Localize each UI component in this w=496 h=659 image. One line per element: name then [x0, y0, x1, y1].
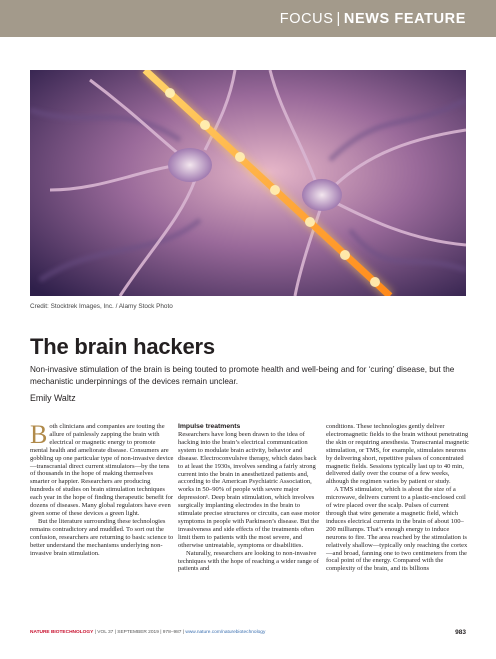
section-category: NEWS FEATURE: [343, 11, 466, 27]
drop-cap: B: [30, 420, 48, 449]
hero-illustration: [30, 70, 466, 296]
section-separator: |: [336, 11, 341, 27]
section-label: [280, 11, 466, 27]
section-banner: [0, 0, 496, 37]
section-subheading: Impulse treatments: [178, 423, 241, 430]
page-number: 983: [455, 629, 466, 636]
body-column-1: [30, 420, 174, 557]
volume-info: | VOL 37 | SEPTEMBER 2019 | 978–987 |: [94, 630, 185, 635]
article-title: The brain hackers: [30, 334, 215, 359]
journal-name: NATURE BIOTECHNOLOGY: [30, 630, 94, 635]
body-paragraph: Researchers have long been drawn to the idea of hacking into the brain’s electrical communication system to modulate brain activity, behavior and disease. Electroconvulsive therapy, which dates back to at least the 1930s, involves sending a fairly strong current into the brain in anesthetized patients and, according to the American Psychiatric Association, works in 50–90% of people with severe major depression¹. Deep brain stimulation, which involves surgically implanting electrodes in the brain to stimulate precise structures or circuits, can ease motor symptoms in people with Parkinson’s disease. But the invasiveness and side effects of the treatments often limit them to patients with the most severe, and otherwise untreatable, symptoms or disabilities.: [178, 431, 320, 549]
body-paragraph: A TMS stimulator, which is about the size of a microwave, delivers current to a plastic-enclosed coil of wire placed over the scalp. Pulses of current through that wire generate a magnetic field, which induces electrical currents in the brain of about 100–200 milliamps. That’s enough energy to induce neurons to fire. The area reached by the stimulation is relatively shallow—typically only reaching the cortex—and broad, fanning one to two centimeters from the focal point of the energy. Compared with the complexity of the brain, and its billions: [326, 486, 468, 573]
body-paragraph: Naturally, researchers are looking to non-invasive techniques with the hope of reaching a wider range of patients and: [178, 549, 319, 573]
article-standfirst: Non-invasive stimulation of the brain is being touted to promote health and well-being and for ‘curing’ disease, but the mechanistic underpinnings of the devices remain unclear.: [30, 365, 455, 386]
page-footer: [30, 630, 466, 635]
neuron-electrode-image: [30, 70, 466, 296]
image-credit: Credit: Stocktrek Images, Inc. / Alamy Stock Photo: [30, 303, 173, 310]
journal-url[interactable]: www.nature.com/naturebiotechnology: [185, 630, 266, 635]
body-column-2: [178, 423, 322, 573]
section-focus: FOCUS: [279, 11, 334, 27]
body-paragraph: oth clinicians and companies are touting the allure of painlessly zapping the brain with electrical or magnetic energy to promote mental health and ameliorate disease. Consumers are gobbling up one particular type of non-invasive device—transcranial direct current stimulators—by the tens of thousands in the hope of making themselves smarter or happier. Researchers are producing hundreds of studies on brain stimulation techniques each year in the hope of finding therapeutic benefit for dozens of diseases. Many global regulators have even given some of these devices a green light.: [30, 423, 174, 517]
article-author: Emily Waltz: [30, 393, 76, 403]
body-column-3: [326, 423, 470, 573]
body-paragraph: conditions. These technologies gently deliver electromagnetic fields to the brain without penetrating the skin or requiring anesthesia. Transcranial magnetic stimulation, or TMS, for example, stimulates neurons by delivering short, repetitive pulses of concentrated magnetic fields. Sessions typically last up to 40 min, delivered daily over the course of a few weeks, although the regimen varies by patient or study.: [326, 423, 470, 486]
body-paragraph: But the literature surrounding these technologies remains contradictory and muddled. To sort out the confusion, researchers are returning to basic science to better understand the mechanisms underlying non-invasive brain stimulation.: [30, 517, 174, 557]
